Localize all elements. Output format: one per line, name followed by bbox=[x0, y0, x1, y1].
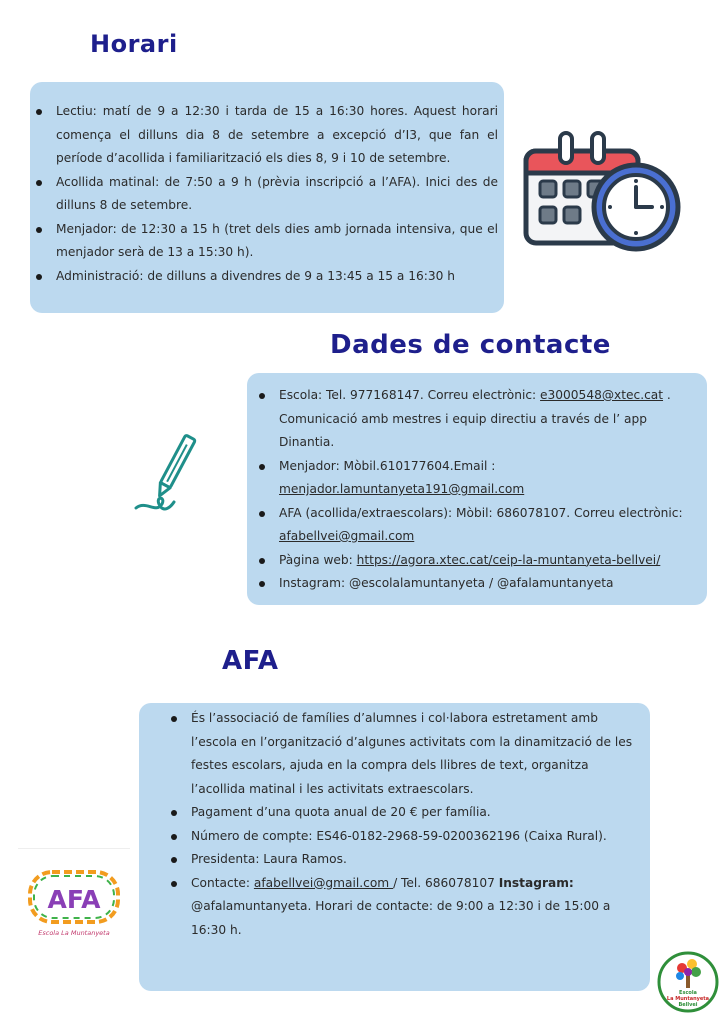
school-logo-line3: Bellvei bbox=[678, 1002, 698, 1008]
escola-email-link[interactable]: e3000548@xtec.cat bbox=[540, 388, 664, 402]
afa-prefix: AFA (acollida/extraescolars): Mòbil: 686078107. Correu electrònic: bbox=[279, 505, 683, 520]
list-item: És l’associació de famílies d’alumnes i col·labora estretament amb l’escola en l’organització d’algunes activitats com la dinamització de les festes escolars, ajuda en la compra dels llibres de text, organitza l’acollida matinal i les activitats extraescolars. bbox=[191, 707, 640, 801]
horari-title: Horari bbox=[90, 30, 178, 58]
escola-prefix: Escola: Tel. 977168147. Correu electrònic: bbox=[279, 388, 541, 402]
list-item: Pagament d’una quota anual de 20 € per família. bbox=[191, 801, 640, 825]
list-item-web bbox=[279, 549, 701, 573]
afa-box bbox=[139, 703, 650, 991]
afa-list bbox=[169, 707, 640, 942]
list-item: Lectiu: matí de 9 a 12:30 i tarda de 15 a 16:30 hores. Aquest horari comença el dilluns dia 8 de setembre a excepció d’I3, que fan el període d’acollida i familiarització els dies 8, 9 i 10 de setembre. bbox=[56, 100, 498, 171]
list-item-contact bbox=[191, 872, 640, 943]
instagram-label: Instagram: bbox=[498, 875, 574, 890]
list-item: Número de compte: ES46-0182-2968-59-0200362196 (Caixa Rural). bbox=[191, 825, 640, 849]
contacte-box bbox=[247, 373, 707, 605]
list-item-menjador bbox=[279, 455, 701, 502]
calendar-clock-icon bbox=[522, 127, 686, 255]
web-prefix: Pàgina web: bbox=[279, 552, 357, 567]
web-link[interactable]: https://agora.xtec.cat/ceip-la-muntanyeta-bellvei/ bbox=[356, 552, 661, 567]
list-item-escola bbox=[279, 384, 701, 455]
afa-logo-text: AFA bbox=[47, 885, 101, 914]
afa-logo bbox=[26, 868, 122, 940]
afa-email-link[interactable]: afabellvei@gmail.com bbox=[279, 529, 415, 543]
afa-contact-email-link[interactable]: afabellvei@gmail.com bbox=[253, 875, 394, 890]
contacte-title: Dades de contacte bbox=[330, 330, 611, 360]
school-logo-line2: La Muntanyeta bbox=[666, 996, 710, 1002]
escola-suffix: . Comunicació amb mestres i equip directiu a través de l’ app Dinantia. bbox=[279, 388, 671, 449]
menjador-prefix: Menjador: Mòbil.610177604.Email : bbox=[279, 458, 496, 473]
menjador-email-link[interactable]: menjador.lamuntanyeta191@gmail.com bbox=[279, 482, 525, 496]
pen-icon bbox=[130, 430, 202, 516]
list-item: Administració: de dilluns a divendres de 9 a 13:45 a 15 a 16:30 h bbox=[56, 265, 498, 289]
afa-title: AFA bbox=[222, 646, 279, 676]
school-logo bbox=[656, 950, 720, 1014]
horari-list bbox=[36, 100, 498, 288]
afa-logo-subtitle: Escola La Muntanyeta bbox=[38, 929, 110, 937]
contact-tel: / Tel. 686078107 bbox=[393, 875, 499, 890]
contact-rest: @afalamuntanyeta. Horari de contacte: de 9:00 a 12:30 i de 15:00 a 16:30 h. bbox=[191, 899, 611, 937]
list-item: Acollida matinal: de 7:50 a 9 h (prèvia inscripció a l’AFA). Inici des de dilluns 8 de setembre. bbox=[56, 171, 498, 218]
school-logo-line1: Escola bbox=[679, 990, 697, 996]
contact-prefix: Contacte: bbox=[191, 875, 254, 890]
list-item-afa bbox=[279, 502, 701, 549]
list-item: Presidenta: Laura Ramos. bbox=[191, 848, 640, 872]
horari-box bbox=[30, 82, 504, 313]
list-item-instagram: Instagram: @escolalamuntanyeta / @afalamuntanyeta bbox=[279, 572, 701, 596]
contacte-list bbox=[257, 384, 701, 596]
list-item: Menjador: de 12:30 a 15 h (tret dels dies amb jornada intensiva, que el menjador serà de 13 a 15:30 h). bbox=[56, 218, 498, 265]
